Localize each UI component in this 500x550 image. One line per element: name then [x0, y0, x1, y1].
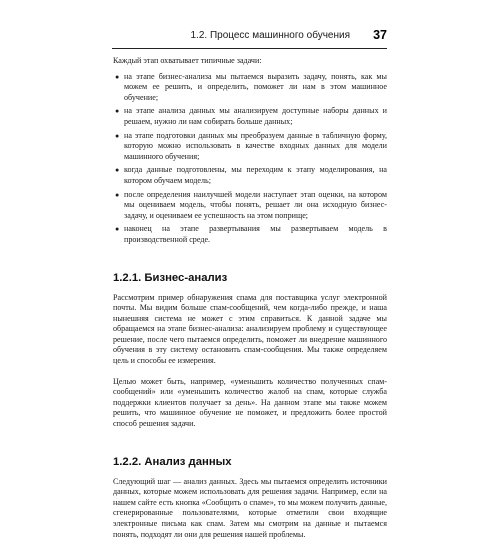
- list-item-text: на этапе анализа данных мы анализируем доступные наборы данных и решаем, нужно ли нам собирать больше данных;: [124, 106, 387, 126]
- bullet-icon: ●: [115, 190, 120, 199]
- body-paragraph: Следующий шаг — анализ данных. Здесь мы пытаемся определить источники данных, которые можем использовать для решения задачи. Например, если на нашем сайте есть кнопка «Сообщить о спаме», то мы можем получить данные, сгенерированные пользователями, которые отметили свои входящие электронные письма как спам. Затем мы смотрим на данные и пытаемся понять, подходят ли они для решения нашей проблемы.: [113, 476, 387, 539]
- list-item-text: когда данные подготовлены, мы переходим к этапу моделирования, на котором обучаем модель;: [124, 165, 387, 185]
- running-header-title: 1.2. Процесс машинного обучения: [190, 30, 350, 41]
- list-item: [113, 190, 387, 222]
- list-item-text: на этапе подготовки данных мы преобразуем данные в табличную форму, которую можно использовать в качестве входных данных для модели машинного обучения;: [124, 130, 387, 161]
- list-item: [113, 224, 387, 245]
- list-item-text: наконец на этапе развертывания мы развертываем модель в производственной среде.: [124, 224, 387, 244]
- list-item: [113, 131, 387, 163]
- list-item-text: на этапе бизнес-анализа мы пытаемся выразить задачу, понять, как мы можем ее решить, и определить, поможет ли нам в этом машинное обучение;: [124, 71, 387, 102]
- section-heading-business-analysis: 1.2.1. Бизнес-анализ: [113, 271, 228, 284]
- list-item: [113, 72, 387, 104]
- bullet-icon: ●: [115, 166, 120, 175]
- body-paragraph: Целью может быть, например, «уменьшить количество полученных спам-сообщений» или «уменьшить количество жалоб на спам, которые служба поддержки клиентов получает за день». На данном этапе мы также можем решить, что машинное обучение не поможет, и предложить более простой способ решения задачи.: [113, 376, 387, 429]
- bullet-icon: ●: [115, 107, 120, 116]
- body-paragraph: Рассмотрим пример обнаружения спама для поставщика услуг электронной почты. Мы видим больше спам-сообщений, чем когда-либо прежде, и наша нынешняя система не может с этим справиться. К данной задаче мы обращаемся на этапе бизнес-анализа: анализируем проблему и существующее решение, после чего пытаемся определить, поможет ли внедрение машинного обучения в эту систему остановить спам-сообщения. Мы также определяем цель и способы ее измерения.: [113, 292, 387, 366]
- header-divider: [112, 48, 387, 49]
- list-item: [113, 106, 387, 127]
- page-number: 37: [373, 28, 387, 42]
- bullet-icon: ●: [115, 72, 120, 81]
- page-body: [113, 56, 387, 550]
- stage-bullet-list: [113, 72, 387, 246]
- list-item-text: после определения наилучшей модели наступает этап оценки, на котором мы оцениваем модель, чтобы понять, решает ли она исходную бизнес-задачу, и оцениваем ее успешность на этом поприще;: [124, 189, 387, 220]
- section-heading-data-analysis: 1.2.2. Анализ данных: [113, 455, 232, 468]
- list-item: [113, 165, 387, 186]
- intro-paragraph: Каждый этап охватывает типичные задачи:: [113, 56, 262, 65]
- bullet-icon: ●: [115, 225, 120, 234]
- running-header: [112, 29, 387, 47]
- bullet-icon: ●: [115, 131, 120, 140]
